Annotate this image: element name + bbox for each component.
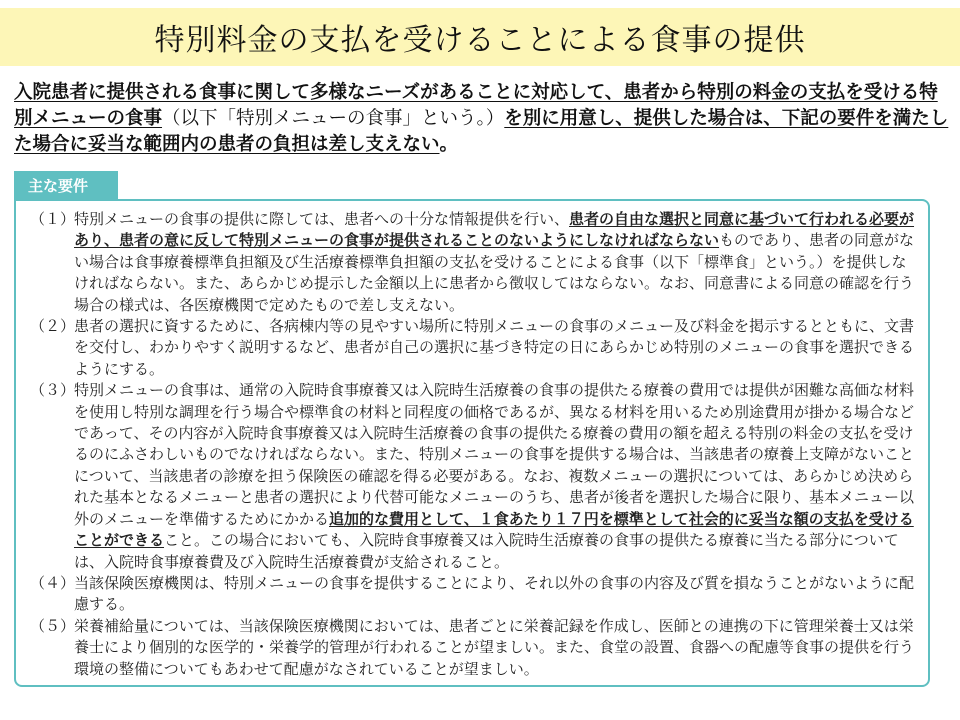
item-text: 栄養補給量については、当該保険医療機関においては、患者ごとに栄養記録を作成し、医師との連携の下に管理栄養士又は栄養士により個別的な医学的・栄養学的管理が行われることが望ましい。また、食堂の設置、食器への配慮等食事の提供を行う環境の整備についてもあわせて配慮がなされていることが望ましい。 [74, 616, 915, 678]
intro-paragraph [14, 80, 950, 158]
item-text-part: 特別メニューの食事の提供に際しては、患者への十分な情報提供を行い、 [74, 210, 570, 228]
item-text-part: こと。この場合においても、入院時食事療養又は入院時生活療養の食事の提供たる療養に当たる部分については、入院時食事療養費及び入院時生活療養費が支給されること。 [74, 531, 899, 571]
intro-part4: 。 [439, 134, 459, 155]
requirement-item-5 [30, 616, 920, 680]
requirement-item-4 [30, 573, 920, 616]
item-number: （１） [30, 210, 76, 228]
item-number: （５） [30, 616, 76, 635]
item-text: 当該保険医療機関は、特別メニューの食事を提供することにより、それ以外の食事の内容及び質を損なうことがないように配慮する。 [74, 573, 915, 614]
requirements-list [30, 209, 920, 680]
item-text-emphasis: 追加的な費用として、１食あたり１７円を標準として社会的に妥当な額の支払を受けることができる [74, 509, 914, 550]
requirement-item-1 [30, 209, 920, 316]
item-number: （４） [30, 573, 76, 592]
requirement-item-2 [30, 316, 920, 380]
title-banner [0, 8, 960, 66]
intro-part3: を別に用意し、提供した場合は、下記の要件を満たした場合に妥当な範囲内の患者の負担は差し支えない [14, 108, 949, 155]
intro-part1: 入院患者に提供される食事に関して多様なニーズがあることに対応して、患者から特別の料金の支払を受ける特別メニューの食事 [14, 82, 938, 129]
page-title: 特別料金の支払を受けることによる食事の提供 [154, 23, 806, 58]
item-number: （２） [30, 317, 76, 336]
requirements-heading: 主な要件 [14, 171, 118, 199]
item-text [74, 380, 920, 573]
item-text-emphasis: 患者の自由な選択と同意に基づいて行われる必要があり、患者の意に反して特別メニューの食事が提供されることのないようにしなければならない [74, 210, 915, 250]
requirement-item-3 [30, 380, 920, 573]
item-text [74, 209, 920, 316]
item-text-part: 特別メニューの食事は、通常の入院時食事療養又は入院時生活療養の食事の提供たる療養の費用では提供が困難な高価な材料を使用し特別な調理を行う場合や標準食の材料と同程度の価格であるが、異なる材料を用いるため別途費用が掛かる場合などであって、その内容が入院時食事療養又は入院時生活療養の食事の提供たる療養の費用の額を超える特別の料金の支払を受けるのにふさわしいものでなければならない。また、特別メニューの食事を提供する場合は、当該患者の療養上支障がないことについて、当該患者の診療を担う保険医の確認を得る必要がある。なお、複数メニューの選択については、あらかじめ決められた基本となるメニューと患者の選択により代替可能なメニューのうち、患者が後者を選択した場合に限り、基本メニュー以外のメニューを準備するためにかかる [74, 381, 915, 528]
item-text: 患者の選択に資するために、各病棟内等の見やすい場所に特別メニューの食事のメニュー及び料金を掲示するとともに、文書を交付し、わかりやすく説明するなど、患者が自己の選択に基づき特定の日にあらかじめ特別のメニューの食事を選択できるようにする。 [74, 317, 915, 378]
item-number: （３） [30, 381, 76, 400]
item-text-part: ものであり、患者の同意がない場合は食事療養標準負担額及び生活療養標準負担額の支払を受けることによる食事（以下「標準食」という。）を提供しなければならない。また、あらかじめ提示した金額以上に患者から徴収してはならない。なお、同意書による同意の確認を行う場合の様式は、各医療機関で定めたもので差し支えない。 [74, 231, 915, 314]
intro-part2: （以下「特別メニューの食事」という。） [162, 108, 505, 129]
